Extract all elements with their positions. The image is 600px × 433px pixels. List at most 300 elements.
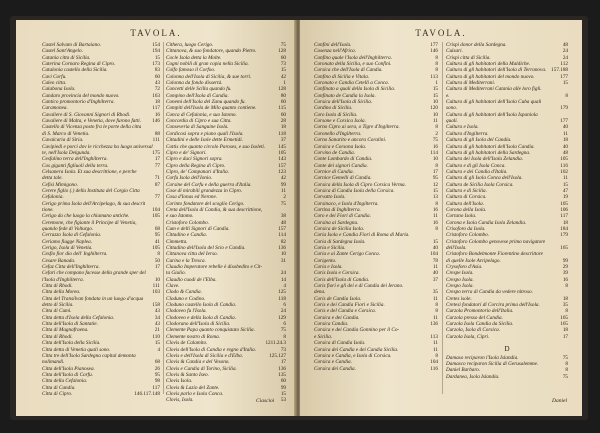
index-entry-text: Clovis & Candia e del Vesono. <box>166 359 230 366</box>
index-entry-text: sono. <box>446 105 458 112</box>
index-entry-text: nolimandi. <box>42 359 65 366</box>
index-entry-page: 77 <box>154 162 160 169</box>
index-entry-text: Clovis dell'Isola di Candia e regno d'Italia. <box>166 346 257 353</box>
index-entry-page: 72 <box>154 86 160 93</box>
index-entry-page: 24 <box>562 48 568 55</box>
index-entry-page: 42 <box>280 73 286 80</box>
index-entry-text: Citta di Rhodi. <box>42 283 73 290</box>
index-entry-text: Clodorano dell'Isola di Sicilia. <box>166 321 231 328</box>
index-entry-text: Corsica e Candia, e Isola di Corsica. <box>314 352 392 359</box>
index-entry-text: Cretes isole. <box>446 295 472 302</box>
index-entry-page: 29 <box>562 264 568 271</box>
index-entry-text: Cesare Banada. <box>42 257 76 264</box>
index-entry-page: 8 <box>157 251 160 258</box>
index-entry-page: 35 <box>562 302 568 309</box>
index-entry-page: 16 <box>432 206 438 213</box>
index-entry-page: 24 <box>280 308 286 315</box>
index-entry-page: 179 <box>560 232 568 239</box>
index-entry-text: Clodo & Candia. <box>166 289 202 296</box>
left-page-header: TAVOLA. <box>130 28 182 38</box>
index-entry-page: 16 <box>432 143 438 150</box>
index-entry-text: Conca di Cefalonia, e suo Istomo. <box>166 111 237 118</box>
index-entry-page: 177 <box>560 73 568 80</box>
index-entry-page: 1 <box>435 80 438 87</box>
index-entry-page: 11 <box>433 213 438 220</box>
index-entry-text: Crisoforo da Isola. <box>446 225 486 232</box>
index-entry-text: Citta della Cefalonia. <box>42 378 88 385</box>
index-entry-page: 15 <box>280 390 286 397</box>
index-entry-page: 116 <box>430 365 438 372</box>
index-entry-text: Citta di Cipro. <box>42 390 73 397</box>
index-entry-text: Cocle Isola detta la Molte. <box>166 54 222 61</box>
index-entry-page: 157.188 <box>551 67 568 74</box>
index-entry-text: Confinato a quali della Isola di Sicilia. <box>314 86 396 93</box>
index-entry-text: Coris Isola e Corsica. <box>314 270 360 277</box>
index-entry-page: 99 <box>562 257 568 264</box>
index-entry-text: Catalonia castello della Sicilia. <box>42 67 108 74</box>
index-entry-page: 118 <box>278 130 286 137</box>
index-entry-text: Cesfalino terra dell'Inghilterra. <box>42 156 108 163</box>
index-entry-page: 8 <box>565 308 568 315</box>
index-entry-text: Confino di Sicilia e Vitala. <box>314 73 370 80</box>
index-entry-text: Cristoforo Colombo genovese primo navigatore <box>446 238 546 245</box>
index-entry-page: 73 <box>280 61 286 68</box>
index-entry-text: Cose di mirabili grandezza in Cipro. <box>166 187 243 194</box>
index-entry-text: Candaro provincia del mondo nuovo. <box>42 92 120 99</box>
right-page-header: TAVOLA. <box>415 28 467 38</box>
index-entry-page: 157 <box>278 225 286 232</box>
index-entry-text: Cerigo, Isola di Venetia. <box>42 245 93 251</box>
index-entry-text: Clovis, Isola. <box>166 397 194 404</box>
index-entry-text: Cultura di gli habitatori dell'Isola Ispaniola <box>446 111 538 118</box>
index-entry-page: 15 <box>432 238 438 245</box>
index-entry-page: 8 <box>435 352 438 359</box>
index-entry-page: 17 <box>154 156 160 163</box>
index-entry-text: Cipro, de' Campanari d'Italia. <box>166 168 229 175</box>
index-entry-text: Clodoveo fu l'Isola. <box>166 308 207 315</box>
index-entry-text: Clemente nostro di Roma. <box>166 333 220 340</box>
index-entry-text: Corsica dei Candia e dei Candia Sicilia. <box>314 346 399 353</box>
index-entry-page: 11 <box>433 295 438 302</box>
index-entry-text: Cittanova, & suo fondatore, quando Pietro. <box>166 48 257 55</box>
index-entry-page: 15 <box>562 80 568 87</box>
index-entry-page: 8 <box>565 92 568 99</box>
index-entry-text: Conte Lombardo di Candia. <box>314 156 373 163</box>
left-page <box>16 20 296 416</box>
index-entry-page: 39 <box>562 270 568 277</box>
index-entry-page: 15 <box>154 54 160 61</box>
index-entry-text: Corsine del Corfu e della guerra d'Italia. <box>166 181 252 188</box>
index-entry-page: 163 <box>152 92 160 99</box>
index-entry-page: 194 <box>152 48 160 55</box>
index-entry-text: Citta tre dell'Isola Sardegna capital demonta <box>42 352 136 359</box>
index-entry-text: Coronello d'Ingilterra. <box>314 130 362 137</box>
index-entry-page: 15 <box>562 181 568 188</box>
index-entry-text: Corsica de Sicilia Isola. <box>314 225 365 232</box>
index-entry-page: 75 <box>432 137 438 144</box>
index-entry-page: 43 <box>154 80 160 87</box>
index-entry-text: Cultura di Mediterrani Catania alle loro figli. <box>446 86 542 93</box>
index-entry-page: 37 <box>280 137 286 144</box>
index-entry-page: 31 <box>280 257 286 264</box>
index-entry <box>42 391 160 397</box>
index-entry-page: 15 <box>432 92 438 99</box>
index-entry-text: Cultura di Mediterrani. <box>446 80 496 87</box>
index-entry-text: te, nell'Isola Delgunda. <box>42 149 91 156</box>
index-entry-page: 105 <box>278 149 286 156</box>
index-entry-text: Citta detta di Venetia quali sono. <box>42 346 111 353</box>
index-entry-page: 48 <box>562 149 568 156</box>
index-entry-text: Coris e dei Candia Fiori e Sicilia. <box>314 302 385 309</box>
index-entry-text: Cultura e di Sicilia. <box>446 187 487 194</box>
index-entry-page: 2 <box>283 194 286 201</box>
index-entry-page: 8 <box>435 67 438 74</box>
index-entry-page: 158 <box>152 302 160 309</box>
index-entry-page: 146.117.148 <box>134 390 160 397</box>
index-entry-text: e Sicilia. <box>314 333 333 340</box>
index-entry-text: Ceriamo fiugge Naplea. <box>42 238 92 245</box>
index-entry-page: 40 <box>562 143 568 150</box>
index-entry-page: 157 <box>278 162 286 169</box>
index-entry-text: Curzola Promontorio dell'Italia. <box>446 308 514 315</box>
index-entry-page: 34 <box>154 314 160 321</box>
index-entry-page: 71 <box>154 175 160 182</box>
index-entry-page: 1 <box>283 80 286 87</box>
index-entry <box>446 374 568 380</box>
index-entry-text: Cultura di gli habitatori della Sardegna. <box>446 149 531 156</box>
index-entry-page: 6 <box>283 321 286 328</box>
index-entry-page: 8 <box>435 124 438 131</box>
index-entry-page: 8 <box>565 367 568 374</box>
index-entry-text: Cortano Isola. <box>446 213 477 220</box>
index-entry-text: Corsica Candia. <box>314 321 349 328</box>
index-entry-page: 10 <box>154 276 160 283</box>
index-entry-text: Coro Isola di Sicilia. <box>314 111 358 118</box>
index-entry-text: Cipro della Regina di Cipro. <box>166 162 226 169</box>
index-entry-page: 177 <box>560 118 568 125</box>
index-entry-text: Crespo terra di Candia da vedere nitroso. <box>446 289 533 296</box>
index-entry-text: Corsica e dei Candia. <box>314 314 360 321</box>
index-entry-text: Ceremone, che figiante il Principe di Venetia, <box>42 219 137 226</box>
index-entry-text: Clovis e dell'Isola di Sicilia e d'Elba. <box>166 352 243 359</box>
index-entry-text: Corsone e Corsica Isola. <box>314 118 366 125</box>
index-entry-page: 8 <box>435 162 438 169</box>
index-entry-text: Citta di Candia. <box>42 384 76 391</box>
index-entry-text: Conte dei signori Candia. <box>314 162 368 169</box>
index-entry-text: Corfu Isola dell'Ionio. <box>166 175 213 182</box>
index-entry-text: Corsica di Candia Isola. <box>314 340 366 347</box>
index-entry-text: Colonna da fondo dissertà. <box>166 80 223 87</box>
index-entry-page: 173 <box>152 61 160 68</box>
index-entry-page: 40 <box>432 270 438 277</box>
index-entry-text: Corsica e Corsona Isola. <box>314 143 367 150</box>
right-page <box>300 20 582 416</box>
index-entry-text: Curzola presso del Candia. <box>446 314 503 321</box>
index-entry-page: 50 <box>154 257 160 264</box>
index-entry-text: Celsanera Isola. Et sua descrittione, e perche <box>42 168 137 175</box>
index-entry-text: Crespo Isola. <box>446 276 474 283</box>
index-entry-page: 146 <box>430 48 438 55</box>
index-entry-text: Clovis parlo e Isola Conca. <box>166 390 224 397</box>
index-entry-text: Cavaliere di Malta, e Venetia, dove furono fatti. <box>42 118 142 125</box>
index-entry-text: Cultura e di gli Isola Conca. <box>446 162 506 169</box>
index-entry-page: 41 <box>154 238 160 245</box>
index-entry-page: 128 <box>278 86 286 93</box>
index-entry-page: 88 <box>154 130 160 137</box>
index-entry-text: Corvino de Candia. <box>314 149 356 156</box>
index-entry-text: Culsari. <box>446 48 463 55</box>
index-entry-page: 75 <box>280 327 286 334</box>
index-entry-text: Corsica e dei Candia Gonnino per il Co- <box>314 327 400 334</box>
index-entry-text: Cefisi Mimigono. <box>42 181 79 188</box>
index-entry-text: Cottis che quanto circolo Paroses, e suo Isoleti. <box>166 143 266 150</box>
index-entry-page: 18 <box>562 327 568 334</box>
index-entry-text: Citta di Magnafraena. <box>42 327 89 334</box>
index-entry-text: Cum e delli Signori di Candia. <box>166 225 230 232</box>
index-entry-text: Cristoforo Colombo. <box>446 232 490 239</box>
index-entry-page: 75 <box>562 373 568 380</box>
index-entry-text: Citta dell'Isola della Sicilia. <box>42 340 101 347</box>
index-entry-text: l'Isola d'Inghilterra. <box>42 276 84 283</box>
index-entry-text: Cittadino e Candia. <box>166 232 208 239</box>
index-entry-page: 42 <box>280 175 286 182</box>
index-entry-text: Citta dell'Isola Pianosea. <box>42 365 95 372</box>
index-entry-page: 103 <box>152 289 160 296</box>
index-entry-page: 15 <box>432 187 438 194</box>
index-entry-page: 14 <box>280 276 286 283</box>
index-entry-page: 15 <box>432 86 438 93</box>
index-entry-page: 18 <box>562 219 568 226</box>
index-entry-text: Crispi donor della Sardegna. <box>446 42 507 48</box>
index-entry-text: Cloduno castello Isola di Candia. <box>166 302 237 309</box>
index-entry-page: 165 <box>560 321 568 328</box>
index-entry-text: Coro e dei Fiori di Candia. <box>314 213 371 220</box>
index-entry-text: Concetti delle Scilla quando fu. <box>166 86 232 93</box>
index-entry-page: 117 <box>152 105 160 112</box>
index-entry-page: 11 <box>281 187 286 194</box>
index-entry-page: 43 <box>154 308 160 315</box>
index-entry-text: Coronato della Sicilia, e suo Confini. <box>314 61 392 68</box>
right-catchword: Daniel <box>552 398 567 404</box>
index-entry-page: 17 <box>154 264 160 271</box>
index-entry-text: Clovis & Santo Iseo. <box>166 371 209 378</box>
index-entry-page: 77 <box>154 194 160 201</box>
right-index-column-1 <box>314 42 438 372</box>
index-entry-page: 99 <box>280 384 286 391</box>
index-entry-page: 19 <box>562 194 568 201</box>
index-entry-text: Coria e Isola. <box>314 264 343 271</box>
index-entry-text: Citta detta d'Isola della Cefalonia. <box>42 314 115 321</box>
index-entry-text: Claudio cuodi de l'Elba. <box>166 276 217 283</box>
index-entry-page: 177 <box>430 42 438 48</box>
index-entry-text: Cerere figlio (.) della Instituta del Corgio Citta <box>42 187 140 194</box>
index-entry-text: Clodoveo e della Isola di Candia. <box>166 314 237 321</box>
index-entry-page: 26 <box>154 365 160 372</box>
index-entry <box>42 201 160 207</box>
index-entry-page: 8 <box>565 360 568 367</box>
index-entry-page: 18 <box>280 124 286 131</box>
index-entry-text: Cultura di gli habitatori del mondo nuovo. <box>446 73 535 80</box>
index-entry-text: Coris dell'Isola di Candia. <box>314 276 370 283</box>
index-entry-page: 111 <box>152 283 160 290</box>
index-entry-page: 17 <box>432 168 438 175</box>
index-entry-page: 18 <box>562 295 568 302</box>
index-entry-text: Coria e ai Zante Cerigo Conca. <box>314 251 380 258</box>
index-entry-page: 8 <box>435 61 438 68</box>
index-entry-page: 117 <box>152 384 160 391</box>
open-book <box>10 16 588 420</box>
index-entry-text: Cesfio fior dio dell' Inghilterra. <box>42 251 108 258</box>
index-entry-page: 28 <box>280 118 286 125</box>
index-entry-text: detto di Sicilia. <box>42 302 74 309</box>
index-entry-text: Concordia di Cipro e sua Citta. <box>166 118 232 125</box>
index-entry-page: 146 <box>152 118 160 125</box>
index-entry-text: Corno Sanarito e ancora Coralini. <box>314 137 387 144</box>
index-entry-page: 87 <box>154 181 160 188</box>
index-entry-text: Corona e Isola Candia Isola Zelandia. <box>446 219 527 226</box>
index-entry-text: Cithera, luogo Cerigo. <box>166 42 214 48</box>
index-entry-text: Corona della Isola. <box>446 206 487 213</box>
index-entry-page: 60 <box>154 73 160 80</box>
index-entry-text: Cultura di gli habitatori dell'Isola Cuba quali <box>446 99 542 106</box>
index-entry-text: Cimmetta. <box>166 238 188 245</box>
index-entry-page: 43 <box>154 321 160 328</box>
index-entry-text: Cordino di Sicilia. <box>314 105 353 112</box>
index-entry-text: Clovis e Candia di Torino, Sicilia. <box>166 365 237 372</box>
index-entry-text: Corsica che dell'Isola di Candia. <box>314 67 383 74</box>
index-entry-page: 53 <box>280 397 286 404</box>
index-entry-page: 24 <box>280 270 286 277</box>
index-entry-text: Creta dell'Isola di Candia, & sua descrittione, <box>166 206 263 213</box>
index-entry-text: quali. <box>446 118 458 125</box>
index-entry-text: Cavaliere di S. Giovanni Signori di Rhodi. <box>42 111 131 118</box>
index-entry-text: Cavipiedi e porci dov le ricchezza ha luogo universal <box>42 143 153 150</box>
index-entry-page: 4 <box>283 283 286 290</box>
index-entry-page: 184 <box>560 225 568 232</box>
right-index-column-2 <box>446 42 568 380</box>
index-entry-page: 95 <box>154 371 160 378</box>
index-entry-page: 111 <box>152 137 160 144</box>
index-entry-text: Confinato de Candia la Isola. <box>314 92 376 99</box>
index-entry-text: Coris fiori e gli dei e di Candia dei Ierano. <box>314 283 404 290</box>
index-entry-page: 117 <box>560 213 568 220</box>
index-entry-text: Colfo famoso il Corfoo. <box>166 67 216 74</box>
index-entry-text: Cogni nobili di gran copia nella Sicilia. <box>166 61 249 68</box>
index-entry-text: Corno Cipro ai sera, o Tigre d'Ingilterra. <box>314 124 400 131</box>
index-entry-page: 12 <box>432 181 438 188</box>
index-entry-text: e. <box>446 92 450 99</box>
index-entry-page: 120 <box>430 105 438 112</box>
index-entry-page: 114 <box>430 149 438 156</box>
index-entry-text: Coris e del Candia e Corsica. <box>314 308 376 315</box>
index-entry-text: Cipro e de' Signori. <box>166 149 207 156</box>
index-entry-text: Clovis & Lazio del Zante. <box>166 384 220 391</box>
index-entry-text: detta tale. <box>42 175 63 182</box>
index-entry-text: di quelle Isole Arcipelago. <box>446 257 501 264</box>
index-entry-text: Confini dell'Isola. <box>314 42 352 48</box>
index-entry-page: 73 <box>280 346 286 353</box>
index-entry-page: 60 <box>280 54 286 61</box>
index-entry-text: Cultura di gli Isola del Candia. <box>446 137 512 144</box>
index-entry-page: 10 <box>432 156 438 163</box>
index-entry-page: 105 <box>560 200 568 207</box>
index-entry-text: Conseveria di Sanguine Isola. <box>166 124 229 131</box>
index-entry-page: 82 <box>280 238 286 245</box>
index-entry-page: 8 <box>435 54 438 61</box>
index-entry-text: Citta dell'Isola di Santatie. <box>42 321 98 328</box>
index-entry-text: Cultura de Sicilia Isola Corsica. <box>446 181 514 188</box>
index-entry-text: Cultura di Corsica. <box>446 194 487 201</box>
index-entry-text: Corsica dell'Isola di Sicilia. <box>314 99 373 106</box>
index-entry-page: 135 <box>278 371 286 378</box>
index-entry-text: Cefaz Citta dell'Inghilterra. <box>42 264 100 271</box>
left-column-divider <box>163 42 164 394</box>
index-entry-text: Coronato e Candia Cetelli a Conca. <box>314 80 390 87</box>
index-entry-page: 16 <box>154 111 160 118</box>
index-entry-page: 40 <box>432 245 438 251</box>
index-entry-text: Curzola Isola Candia da Sicilia. <box>446 321 514 328</box>
index-entry-text: Coria e Sicilia. <box>314 245 346 251</box>
index-entry-page: 8 <box>435 200 438 207</box>
index-entry-text: Citta dell'Isola di Corfu. <box>42 371 93 378</box>
index-entry-page: 11 <box>433 346 438 353</box>
index-entry-page: 16 <box>562 276 568 283</box>
index-entry-text: Catania citta di Sicilia. <box>42 54 91 61</box>
index-entry-page: 83 <box>154 67 160 74</box>
index-entry-page: 105 <box>152 213 160 220</box>
index-entry-text: Cordicosi sopra e piano quali l'Isola. <box>166 130 244 137</box>
index-entry-text: Crispi citta di Sicilia. <box>446 54 491 61</box>
index-entry-text: Cultura d'Ingilterra. <box>446 130 489 137</box>
index-entry-text: Castel Sant'Angelo. <box>42 48 83 55</box>
index-entry-text: ta Giulio. <box>166 270 186 277</box>
index-entry-text: Cretesi fondatori di Corcira prima dell'Isola. <box>446 302 540 309</box>
index-entry-text: Citta del Transilvan fondata in un luogo d'acqua <box>42 295 144 302</box>
index-entry-text: Cultura dei Isola dell'Isola Zelandia. <box>446 156 524 163</box>
left-catchword: Ciascioi <box>256 398 275 404</box>
index-entry-text: Claudio Imperatore rebelle è disobedito e Cit- <box>166 264 263 271</box>
index-entry-text: Cavi Corfu. <box>42 73 67 80</box>
index-entry-page: 78 <box>432 257 438 264</box>
index-entry-page: 8 <box>283 333 286 340</box>
index-entry-text: Caramonea. <box>42 105 68 112</box>
index-entry-text: Damaso reciparon l'Isola Islandia. <box>446 354 519 361</box>
index-entry-text: Cittadino dell'Isola del Scio e Candia. <box>166 245 246 251</box>
index-entry-page: 10 <box>432 111 438 118</box>
index-entry-text: Cipro e duci Signori sopra. <box>166 156 223 163</box>
index-entry-page: 17 <box>280 359 286 366</box>
index-entry-page: 15 <box>280 67 286 74</box>
index-entry-text: Cultura di gli Isola Conca dell'Isola. <box>446 175 523 182</box>
index-entry-text: Cos giganti figliuoli della terra. <box>42 162 109 169</box>
index-entry-page: 13 <box>432 194 438 201</box>
index-entry-text: Corsina ai Sardegna. <box>314 219 359 226</box>
index-entry-text: Cultura e Isola. <box>446 124 479 131</box>
index-entry-text: Coria Isola e Candia Fiori di Roma di Maria. <box>314 232 410 239</box>
right-col2-c-entries <box>446 42 568 340</box>
index-entry-text: Cloduno e Codino. <box>166 295 206 302</box>
index-entry-text: Corsica e Candia. <box>314 359 352 366</box>
index-entry-page: 8 <box>435 302 438 309</box>
index-entry-text: Clave. <box>166 283 180 290</box>
index-entry-page: 11 <box>433 340 438 347</box>
index-entry-page: 95 <box>432 175 438 182</box>
index-entry-page: 37 <box>432 276 438 283</box>
index-entry-text: Crespe Isola. <box>446 270 474 277</box>
index-entry-page: 104 <box>152 206 160 213</box>
index-entry-text: Crysoforo d'Asia. <box>446 264 483 271</box>
index-entry-page: 68 <box>154 225 160 232</box>
